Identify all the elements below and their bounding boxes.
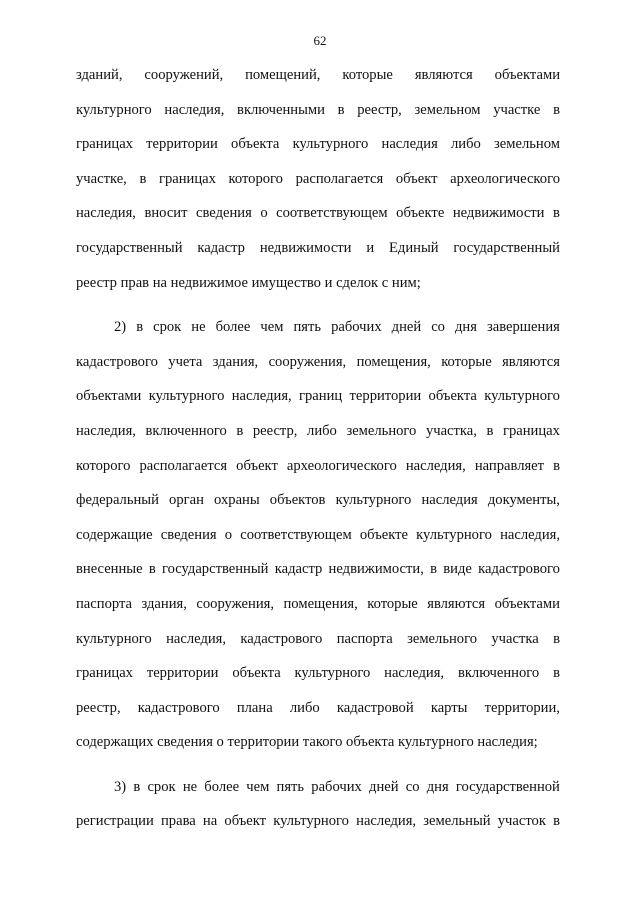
word: объектами bbox=[494, 595, 560, 612]
word: охраны bbox=[214, 492, 260, 509]
paragraph-3 bbox=[76, 770, 560, 839]
word: направляет bbox=[474, 457, 545, 474]
word: располагается bbox=[295, 170, 384, 187]
paragraph-line bbox=[76, 127, 560, 162]
paragraph-line: содержащих сведения о территории такого объекта культурного наследия; bbox=[76, 734, 538, 751]
word: культурного bbox=[484, 388, 560, 405]
word: границах bbox=[76, 665, 133, 682]
paragraph-line bbox=[76, 622, 560, 657]
word: не bbox=[182, 778, 198, 795]
paragraph-1 bbox=[76, 58, 560, 300]
paragraph-line bbox=[76, 449, 560, 484]
word: являются bbox=[427, 595, 486, 612]
word: культурного bbox=[76, 630, 152, 647]
word: включенными bbox=[237, 101, 325, 118]
word: границах bbox=[76, 136, 133, 153]
word: дней bbox=[391, 319, 422, 336]
word: со bbox=[405, 778, 420, 795]
word: помещения, bbox=[283, 595, 358, 612]
word: являются bbox=[502, 353, 560, 370]
word: пять bbox=[276, 778, 305, 795]
word: участке bbox=[493, 101, 541, 118]
word: государственный bbox=[76, 239, 183, 256]
word: 2) bbox=[114, 319, 127, 336]
word: рабочих bbox=[311, 778, 362, 795]
word: включенного bbox=[145, 422, 227, 439]
word: федеральный bbox=[76, 492, 159, 509]
word: участок bbox=[497, 813, 546, 830]
word: наследия, bbox=[231, 388, 292, 405]
word: здания, bbox=[141, 595, 187, 612]
word: права bbox=[160, 813, 196, 830]
word: завершения bbox=[486, 319, 560, 336]
word: границах bbox=[502, 422, 560, 439]
word: в bbox=[148, 561, 156, 578]
word: кадастровой bbox=[336, 699, 414, 716]
word: в bbox=[553, 457, 560, 474]
word: объектов bbox=[269, 492, 326, 509]
word: чем bbox=[260, 319, 284, 336]
word: участке, bbox=[76, 170, 127, 187]
word: участка bbox=[491, 630, 539, 647]
word: более bbox=[215, 319, 251, 336]
word: культурного bbox=[148, 388, 225, 405]
word: карты bbox=[430, 699, 468, 716]
word: участка, bbox=[425, 422, 477, 439]
word: являются bbox=[414, 67, 473, 83]
word: сооружения, bbox=[268, 353, 347, 370]
paragraph-line bbox=[76, 587, 560, 622]
paragraph-line bbox=[76, 310, 560, 345]
word: объекта bbox=[231, 136, 280, 153]
paragraph-line bbox=[76, 483, 560, 518]
word: реестр, bbox=[252, 422, 298, 439]
word: кадастрового bbox=[478, 561, 560, 578]
word: либо bbox=[307, 422, 337, 439]
word: наследия, bbox=[405, 457, 466, 474]
word: государственный bbox=[453, 239, 560, 256]
word: культурного bbox=[416, 526, 492, 543]
word: объекте bbox=[359, 526, 409, 543]
word: в bbox=[486, 422, 494, 439]
word: орган bbox=[169, 492, 204, 509]
word: наследия bbox=[381, 136, 438, 153]
paragraph-line bbox=[76, 552, 560, 587]
word: дня bbox=[455, 319, 477, 336]
word: недвижимости, bbox=[328, 561, 424, 578]
word: государственной bbox=[455, 778, 560, 795]
word: границах bbox=[158, 170, 216, 187]
word: о bbox=[224, 526, 233, 543]
word: земельного bbox=[346, 422, 417, 439]
word: Единый bbox=[389, 239, 439, 256]
word: в bbox=[430, 561, 438, 578]
word: наследия bbox=[421, 492, 478, 509]
word: зданий, bbox=[76, 67, 123, 83]
word: которые bbox=[342, 67, 393, 83]
word: недвижимости bbox=[259, 239, 352, 256]
word: рабочих bbox=[331, 319, 382, 336]
paragraph-line bbox=[76, 345, 560, 380]
word: в bbox=[553, 630, 560, 647]
paragraph-line: реестр прав на недвижимое имущество и сделок с ним; bbox=[76, 274, 421, 291]
paragraph-line bbox=[76, 93, 560, 128]
word: вносит bbox=[144, 205, 188, 222]
word: регистрации bbox=[76, 813, 154, 830]
paragraph-line bbox=[76, 770, 560, 805]
word: которого bbox=[228, 170, 283, 187]
word: виде bbox=[443, 561, 472, 578]
word: которые bbox=[367, 595, 418, 612]
word: сооружений, bbox=[144, 67, 224, 83]
word: помещений, bbox=[245, 67, 321, 83]
word: внесенные bbox=[76, 561, 143, 578]
word: реестр, bbox=[357, 101, 402, 118]
word: кадастрового bbox=[76, 353, 158, 370]
word: в bbox=[553, 101, 560, 118]
word: здания, bbox=[212, 353, 259, 370]
word: дней bbox=[369, 778, 399, 795]
word: реестр, bbox=[76, 699, 121, 716]
word: культурного bbox=[294, 665, 371, 682]
word: соответствующем bbox=[240, 526, 352, 543]
word: в bbox=[133, 778, 141, 795]
word: наследия, bbox=[164, 101, 225, 118]
word: на bbox=[202, 813, 218, 830]
page-number: 62 bbox=[313, 33, 327, 48]
word: границ bbox=[299, 388, 343, 405]
paragraph-line bbox=[76, 691, 560, 726]
word: в bbox=[337, 101, 345, 118]
paragraph-line bbox=[76, 58, 560, 93]
word: либо bbox=[289, 699, 320, 716]
word: кадастр bbox=[197, 239, 245, 256]
word: культурного bbox=[76, 101, 152, 118]
word: и bbox=[366, 239, 375, 256]
word: чем bbox=[246, 778, 270, 795]
paragraph-line bbox=[76, 231, 560, 266]
word: пять bbox=[293, 319, 322, 336]
word: культурного bbox=[273, 813, 349, 830]
word: более bbox=[204, 778, 240, 795]
paragraph-line bbox=[76, 414, 560, 449]
word: наследия, bbox=[76, 422, 136, 439]
word: плана bbox=[236, 699, 273, 716]
word: помещения, bbox=[356, 353, 431, 370]
word: кадастрового bbox=[240, 630, 323, 647]
word: учета bbox=[168, 353, 203, 370]
paragraph-line bbox=[76, 162, 560, 197]
word: объекта bbox=[428, 388, 477, 405]
word: территории bbox=[349, 388, 422, 405]
word: земельный bbox=[423, 813, 491, 830]
word: объектами bbox=[494, 67, 560, 83]
word: наследия, bbox=[384, 665, 445, 682]
word: сооружения, bbox=[196, 595, 275, 612]
word: в bbox=[553, 813, 560, 830]
word: в bbox=[236, 422, 244, 439]
word: в bbox=[553, 665, 560, 682]
word: которые bbox=[441, 353, 492, 370]
word: либо bbox=[451, 136, 481, 153]
word: объекта bbox=[232, 665, 281, 682]
word: объекте bbox=[396, 205, 445, 222]
word: в bbox=[139, 170, 147, 187]
word: территории bbox=[146, 136, 218, 153]
word: располагается bbox=[139, 457, 228, 474]
paragraph-2 bbox=[76, 310, 560, 760]
word: в bbox=[136, 319, 144, 336]
word: сведения bbox=[160, 526, 217, 543]
word: дня bbox=[426, 778, 449, 795]
word: наследия, bbox=[76, 205, 136, 222]
word: наследия, bbox=[500, 526, 560, 543]
word: срок bbox=[147, 778, 176, 795]
word: земельного bbox=[407, 630, 477, 647]
word: со bbox=[431, 319, 445, 336]
word: объект bbox=[236, 457, 278, 474]
word: государственный bbox=[161, 561, 269, 578]
word: которого bbox=[76, 457, 131, 474]
word: паспорта bbox=[336, 630, 393, 647]
paragraph-line bbox=[76, 379, 560, 414]
word: территории bbox=[146, 665, 219, 682]
word: сведения bbox=[196, 205, 252, 222]
paragraph-line bbox=[76, 656, 560, 691]
word: недвижимости bbox=[452, 205, 545, 222]
body-text bbox=[76, 58, 560, 839]
word: объект bbox=[395, 170, 438, 187]
word: территории, bbox=[484, 699, 560, 716]
word: в bbox=[553, 205, 560, 222]
word: наследия, bbox=[166, 630, 227, 647]
word: наследия, bbox=[356, 813, 417, 830]
word: кадастрового bbox=[137, 699, 220, 716]
word: соответствующем bbox=[276, 205, 388, 222]
word: кадастр bbox=[274, 561, 323, 578]
word: о bbox=[260, 205, 268, 222]
word: земельном bbox=[414, 101, 481, 118]
word: не bbox=[191, 319, 206, 336]
paragraph-line bbox=[76, 518, 560, 553]
word: включенного bbox=[457, 665, 540, 682]
word: объект bbox=[224, 813, 267, 830]
word: содержащие bbox=[76, 526, 153, 543]
word: археологического bbox=[450, 170, 560, 187]
word: культурного bbox=[292, 136, 369, 153]
word: документы, bbox=[487, 492, 560, 509]
word: археологического bbox=[286, 457, 397, 474]
word: паспорта bbox=[76, 595, 133, 612]
word: 3) bbox=[114, 778, 127, 795]
paragraph-line bbox=[76, 804, 560, 839]
word: земельном bbox=[494, 136, 560, 153]
word: культурного bbox=[335, 492, 412, 509]
word: объектами bbox=[76, 388, 142, 405]
paragraph-line bbox=[76, 196, 560, 231]
word: срок bbox=[153, 319, 182, 336]
